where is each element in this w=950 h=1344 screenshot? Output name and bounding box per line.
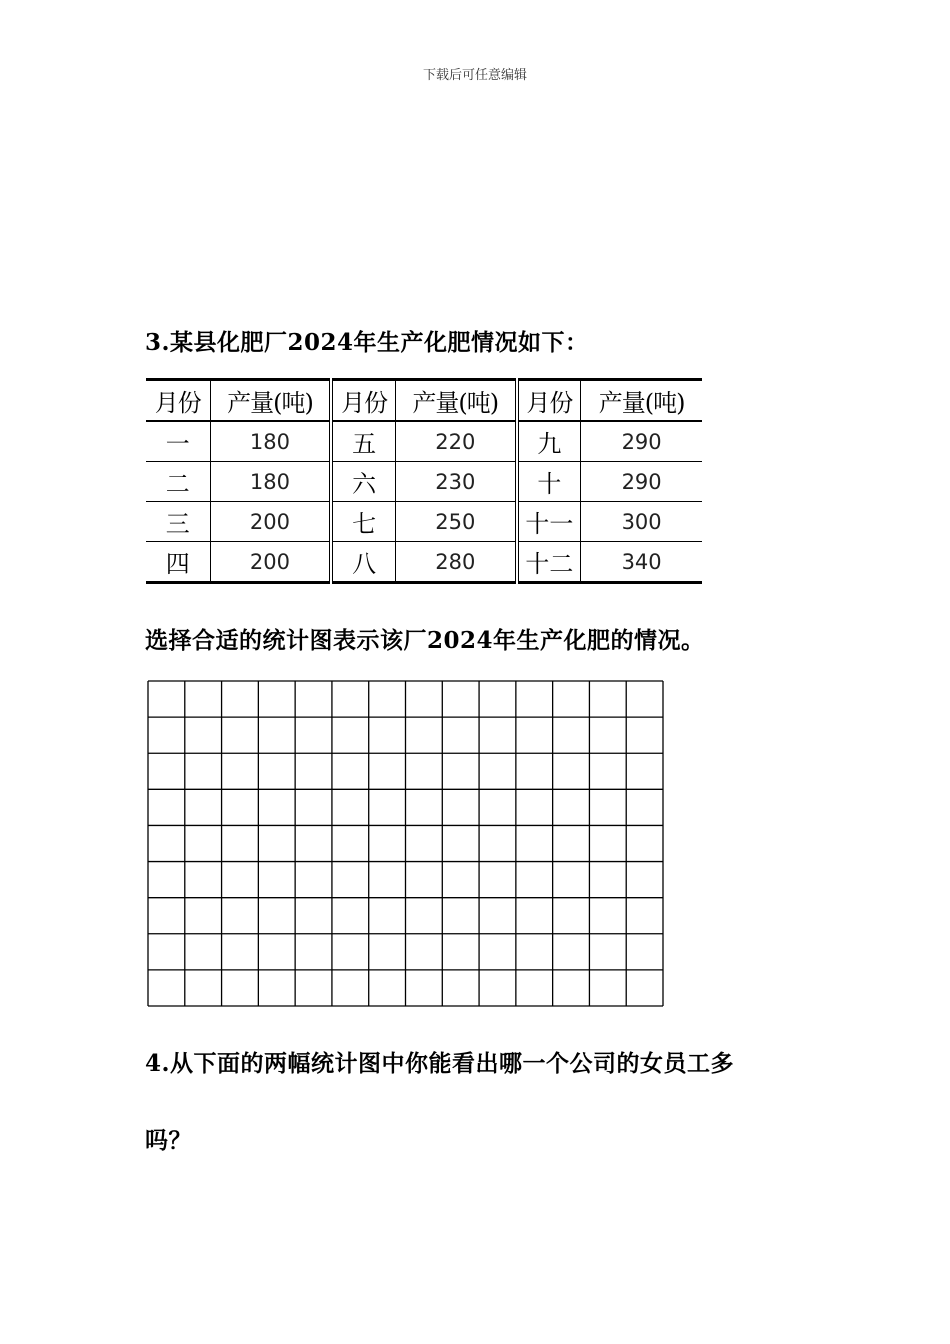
output-cell: 250	[395, 502, 516, 542]
table-row	[146, 462, 702, 502]
table-row	[146, 542, 702, 583]
question-4-line-2: 吗？	[145, 1127, 192, 1154]
output-cell: 200	[210, 502, 331, 542]
answer-grid	[147, 680, 665, 1012]
output-cell: 290	[581, 462, 702, 502]
month-cell: 十二	[517, 542, 581, 583]
output-cell: 300	[581, 502, 702, 542]
month-header: 月份	[517, 380, 581, 422]
month-cell: 三	[146, 502, 210, 542]
output-header: 产量(吨)	[395, 380, 516, 422]
production-table	[146, 378, 702, 584]
month-header: 月份	[331, 380, 395, 422]
output-cell: 340	[581, 542, 702, 583]
table-row	[146, 421, 702, 462]
month-cell: 二	[146, 462, 210, 502]
output-cell: 280	[395, 542, 516, 583]
month-cell: 七	[331, 502, 395, 542]
month-cell: 六	[331, 462, 395, 502]
table-row	[146, 502, 702, 542]
output-cell: 220	[395, 421, 516, 462]
month-cell: 四	[146, 542, 210, 583]
output-cell: 180	[210, 462, 331, 502]
month-cell: 十	[517, 462, 581, 502]
month-header: 月份	[146, 380, 210, 422]
question-3-instruction: 选择合适的统计图表示该厂2024年生产化肥的情况。	[145, 627, 705, 654]
blank-grid	[147, 680, 665, 1008]
output-cell: 230	[395, 462, 516, 502]
output-cell: 180	[210, 421, 331, 462]
question-4-line-1: 4.从下面的两幅统计图中你能看出哪一个公司的女员工多	[145, 1050, 735, 1077]
month-cell: 八	[331, 542, 395, 583]
month-cell: 五	[331, 421, 395, 462]
output-cell: 200	[210, 542, 331, 583]
output-header: 产量(吨)	[581, 380, 702, 422]
page-header-note: 下载后可任意编辑	[422, 68, 527, 83]
month-cell: 十一	[517, 502, 581, 542]
table-header-row	[146, 380, 702, 422]
month-cell: 九	[517, 421, 581, 462]
output-header: 产量(吨)	[210, 380, 331, 422]
output-cell: 290	[581, 421, 702, 462]
question-3-title: 3.某县化肥厂2024年生产化肥情况如下：	[145, 329, 589, 356]
month-cell: 一	[146, 421, 210, 462]
